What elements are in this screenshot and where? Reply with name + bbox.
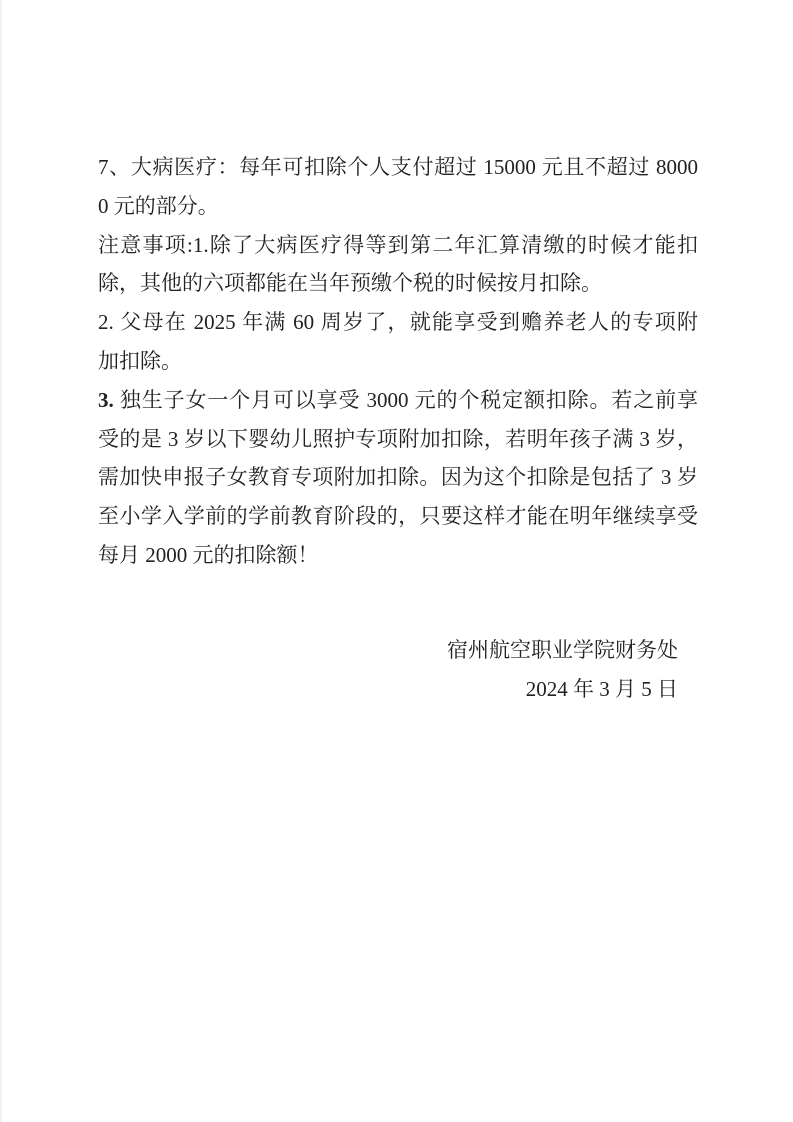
doc-line: 0 元的部分。 [98, 193, 219, 218]
doc-line [98, 381, 698, 420]
doc-line: 除，其他的六项都能在当年预缴个税的时候按月扣除。 [98, 271, 602, 296]
paragraph-notes-3 [98, 381, 698, 575]
paragraph-notes-1 [98, 226, 698, 304]
doc-line: 受的是 3 岁以下婴幼儿照护专项附加扣除，若明年孩子满 3 岁， [98, 426, 698, 451]
bold-item-number: 3. [98, 387, 114, 412]
paragraph-notes-2 [98, 303, 698, 381]
page-edge-shadow [0, 0, 2, 1122]
doc-line: 至小学入学前的学前教育阶段的，只要这样才能在明年继续享受 [98, 504, 698, 529]
signature-organization: 宿州航空职业学院财务处 [447, 637, 678, 662]
doc-line: 每月 2000 元的扣除额！ [98, 542, 319, 567]
doc-line: 需加快申报子女教育专项附加扣除。因为这个扣除是包括了 3 岁 [98, 465, 698, 490]
doc-line: 2. 父母在 2025 年满 60 周岁了，就能享受到赡养老人的专项附 [98, 310, 698, 335]
document-body [98, 148, 698, 708]
doc-line-text: 独生子女一个月可以享受 3000 元的个税定额扣除。若之前享 [113, 387, 698, 412]
paragraph-item7 [98, 148, 698, 226]
signature-date: 2024 年 3 月 5 日 [525, 676, 678, 701]
doc-line: 加扣除。 [98, 348, 182, 373]
signature-block [98, 631, 698, 709]
doc-line: 7、大病医疗：每年可扣除个人支付超过 15000 元且不超过 8000 [98, 155, 698, 179]
doc-line: 注意事项:1.除了大病医疗得等到第二年汇算清缴的时候才能扣 [98, 232, 698, 257]
